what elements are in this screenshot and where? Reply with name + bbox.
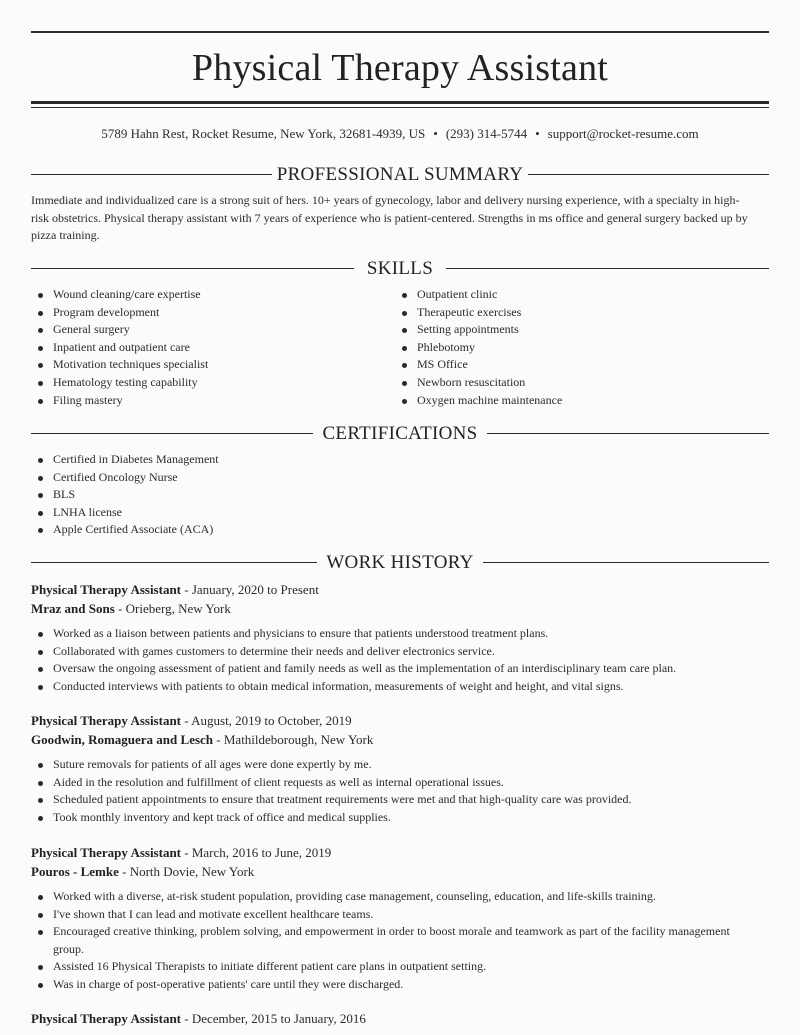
job-dates: - December, 2015 to January, 2016 xyxy=(181,1011,366,1026)
job-bullet: Oversaw the ongoing assessment of patient and family needs as well as the implementation of an interdisciplinary team care plan. xyxy=(31,660,769,678)
skills-list-left xyxy=(31,286,391,409)
skills-list-right xyxy=(395,286,769,409)
job-bullet: Worked with a diverse, at-risk student population, providing case management, counseling, education, and life-skills training. xyxy=(31,888,769,906)
skill-item: Wound cleaning/care expertise xyxy=(31,286,391,304)
job-bullet: Encouraged creative thinking, problem solving, and empowerment in order to boost morale and teamwork as part of the facility management xyxy=(31,923,769,941)
job-company: Pouros - Lemke xyxy=(31,864,119,879)
job-bullets xyxy=(31,888,769,994)
skill-item: MS Office xyxy=(395,356,769,374)
heading-rule-right xyxy=(483,562,769,563)
job-title: Physical Therapy Assistant xyxy=(31,845,182,860)
job-bullets xyxy=(31,756,769,826)
skill-item: Therapeutic exercises xyxy=(395,304,769,322)
summary-line: risk obstetrics. Physical therapy assistant with 7 years of experience who is patient-centered. Strengths in ms office and general surgery backed up by xyxy=(31,210,748,225)
contact-address: 5789 Hahn Rest, Rocket Resume, New York, 32681-4939, US xyxy=(101,126,426,141)
certification-item: Apple Certified Associate (ACA) xyxy=(31,521,769,539)
heading-rule-right xyxy=(528,174,769,175)
work-history-heading-label: WORK HISTORY xyxy=(326,552,474,573)
skill-item: Filing mastery xyxy=(31,392,391,410)
job-location: - Orieberg, New York xyxy=(114,601,231,616)
header-rule-thin xyxy=(31,107,769,108)
job-bullet: Worked as a liaison between patients and physicians to ensure that patients understood treatment plans. xyxy=(31,625,769,643)
certification-item: BLS xyxy=(31,486,769,504)
skill-item: Outpatient clinic xyxy=(395,286,769,304)
skill-item: Motivation techniques specialist xyxy=(31,356,391,374)
certifications-list xyxy=(31,451,769,539)
certifications-heading-label: CERTIFICATIONS xyxy=(322,423,478,444)
summary-heading-label: PROFESSIONAL SUMMARY xyxy=(276,164,524,185)
top-rule xyxy=(31,31,769,33)
skill-item: Setting appointments xyxy=(395,321,769,339)
skill-item: Newborn resuscitation xyxy=(395,374,769,392)
job-bullet: Took monthly inventory and kept track of office and medical supplies. xyxy=(31,809,769,827)
heading-rule-right xyxy=(446,268,769,269)
job-location: - North Dovie, New York xyxy=(118,864,255,879)
job-title: Physical Therapy Assistant xyxy=(31,713,182,728)
summary-line: Immediate and individualized care is a strong suit of hers. 10+ years of gynecology, labor and delivery nursing experience, with a specialty in high- xyxy=(31,193,740,207)
certification-item: Certified Oncology Nurse xyxy=(31,469,769,487)
job-bullet: Conducted interviews with patients to obtain medical information, measurements of weight and height, and vital signs. xyxy=(31,678,769,696)
skills-heading-label: SKILLS xyxy=(366,258,434,279)
summary-text xyxy=(31,192,769,245)
job-title: Physical Therapy Assistant xyxy=(31,1011,182,1026)
heading-rule-right xyxy=(487,433,769,434)
job-bullet: Aided in the resolution and fulfillment of client requests as well as internal operational issues. xyxy=(31,774,769,792)
job-bullet: Suture removals for patients of all ages were done expertly by me. xyxy=(31,756,769,774)
skill-item: Oxygen machine maintenance xyxy=(395,392,769,410)
job-bullet: Collaborated with games customers to determine their needs and deliver electronics service. xyxy=(31,643,769,661)
certifications-heading xyxy=(31,422,769,446)
job-bullet: Was in charge of post-operative patients' care until they were discharged. xyxy=(31,976,769,994)
skill-item: General surgery xyxy=(31,321,391,339)
job-company-line xyxy=(31,599,231,618)
job-bullets xyxy=(31,625,769,695)
summary-line: pizza training. xyxy=(31,228,100,243)
resume-name: Physical Therapy Assistant xyxy=(191,47,609,89)
contact-email[interactable]: support@rocket-resume.com xyxy=(547,126,699,141)
job-company-line xyxy=(31,730,373,749)
job-bullet-continuation: group. xyxy=(53,941,84,956)
skill-item: Hematology testing capability xyxy=(31,374,391,392)
certification-item: LNHA license xyxy=(31,504,769,522)
job-title-line xyxy=(31,1009,366,1028)
contact-separator: • xyxy=(433,126,438,141)
job-title: Physical Therapy Assistant xyxy=(31,582,182,597)
contact-separator: • xyxy=(535,126,540,141)
summary-heading xyxy=(31,163,769,187)
job-title-line xyxy=(31,711,352,730)
job-location: - Mathildeborough, New York xyxy=(213,732,374,747)
skill-item: Phlebotomy xyxy=(395,339,769,357)
work-history-heading xyxy=(31,551,769,575)
contact-line xyxy=(31,125,769,143)
skill-item: Inpatient and outpatient care xyxy=(31,339,391,357)
header-rule-thick xyxy=(31,101,769,104)
job-company: Mraz and Sons xyxy=(31,601,115,616)
job-bullet: Assisted 16 Physical Therapists to initiate different patient care plans in outpatient setting. xyxy=(31,958,769,976)
job-dates: - March, 2016 to June, 2019 xyxy=(181,845,332,860)
job-title-line xyxy=(31,580,319,599)
job-bullet: Scheduled patient appointments to ensure that treatment requirements were met and that high-quality care was provided. xyxy=(31,791,769,809)
job-company-line xyxy=(31,862,254,881)
job-title-line xyxy=(31,843,331,862)
skills-heading xyxy=(31,257,769,281)
contact-phone: (293) 314-5744 xyxy=(445,126,528,141)
certification-item: Certified in Diabetes Management xyxy=(31,451,769,469)
job-dates: - January, 2020 to Present xyxy=(181,582,319,597)
skill-item: Program development xyxy=(31,304,391,322)
job-bullet: I've shown that I can lead and motivate excellent healthcare teams. xyxy=(31,906,769,924)
job-company: Goodwin, Romaguera and Lesch xyxy=(31,732,214,747)
job-dates: - August, 2019 to October, 2019 xyxy=(181,713,352,728)
